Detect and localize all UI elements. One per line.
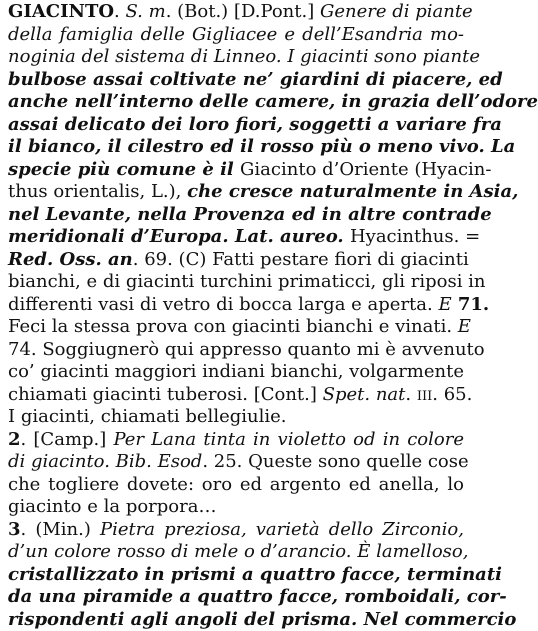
- entry-line: [8, 384, 464, 407]
- entry-line: [8, 474, 464, 497]
- entry-text-segment: chiamati giacinti tuberosi. [Cont.]: [8, 384, 323, 405]
- entry-line: [8, 114, 464, 137]
- entry-text-segment: specie più comune è il: [8, 159, 240, 180]
- entry-text-segment: il bianco, il cilestro ed il rosso più o meno vivo. La: [8, 136, 515, 157]
- entry-line: [8, 519, 464, 542]
- entry-text-segment: nel Levante, nella Provenza ed in altre contrade: [8, 204, 492, 225]
- entry-line: [8, 69, 464, 92]
- entry-text-segment: Hyacinthus. =: [350, 226, 480, 247]
- entry-text-segment: noginia del sistema di Linneo. I giacinti sono piante: [8, 46, 480, 67]
- entry-text-segment: d’un colore rosso di mele o d’arancio. È lamelloso,: [8, 541, 468, 562]
- entry-line: [8, 294, 464, 317]
- entry-text-segment: rispondenti agli angoli del prisma. Nel commercio: [8, 609, 516, 630]
- entry-text-segment: bulbose assai coltivate ne’ giardini di piacere, ed: [8, 69, 503, 90]
- entry-line: [8, 429, 464, 452]
- entry-text-segment: assai delicato dei loro fiori, soggetti a variare fra: [8, 114, 502, 135]
- entry-line: [8, 1, 464, 24]
- entry-text-segment: 2: [8, 429, 21, 450]
- entry-line: [8, 91, 464, 114]
- entry-line: [8, 541, 464, 564]
- entry-text-segment: . 69. (C) Fatti pestare fiori di giacinti: [133, 249, 469, 270]
- entry-line: [8, 204, 464, 227]
- entry-text-segment: 74. Soggiugnerò qui appresso quanto mi è avvenuto: [8, 339, 485, 360]
- entry-text-segment: E: [458, 316, 471, 337]
- entry-text-segment: bianchi, e di giacinti turchini primaticci, gli riposi in: [8, 271, 486, 292]
- entry-text-segment: 71.: [452, 294, 490, 315]
- entry-text-segment: da una piramide a quattro facce, romboidali, cor-: [8, 586, 507, 607]
- entry-text-segment: Pietra preziosa, varietà dello Zirconio,: [100, 519, 464, 540]
- entry-text-segment: .: [405, 384, 416, 405]
- entry-text-segment: . 65.: [432, 384, 472, 405]
- entry-text-segment: Genere di piante: [320, 1, 473, 22]
- entry-line: [8, 136, 464, 159]
- entry-line: [8, 249, 464, 272]
- entry-text-segment: . (Min.): [21, 519, 100, 540]
- entry-text-segment: Per Lana tinta in violetto od in colore: [113, 429, 464, 450]
- entry-text-segment: differenti vasi di vetro di bocca larga e aperta.: [8, 294, 438, 315]
- entry-line: [8, 496, 464, 519]
- entry-text-segment: S. m: [125, 1, 165, 22]
- entry-text-segment: I giacinti, chiamati bellegiulie.: [8, 406, 286, 427]
- entry-line: [8, 24, 464, 47]
- entry-text-segment: che togliere dovete: oro ed argento ed anella, lo: [8, 474, 464, 495]
- entry-text-segment: co’ giacinti maggiori indiani bianchi, volgarmente: [8, 361, 464, 382]
- entry-text-segment: giacinto e la porpora…: [8, 496, 216, 517]
- entry-text-segment: .: [114, 1, 125, 22]
- entry-text-segment: anche nell’interno delle camere, in grazia dell’odore: [8, 91, 538, 112]
- entry-text-segment: iii: [417, 384, 432, 405]
- entry-line: [8, 451, 464, 474]
- entry-line: [8, 316, 464, 339]
- entry-text-segment: di giacinto. Bib. Esod: [8, 451, 202, 472]
- entry-text-segment: Spet. nat: [323, 384, 406, 405]
- entry-line: [8, 564, 464, 587]
- entry-text-segment: Giacinto d’Oriente (Hyacin-: [240, 159, 491, 180]
- entry-line: [8, 226, 464, 249]
- entry-line: [8, 339, 464, 362]
- entry-text-segment: Feci la stessa prova con giacinti bianchi e vinati.: [8, 316, 458, 337]
- entry-text-segment: Red. Oss. an: [8, 249, 133, 270]
- entry-line: [8, 586, 464, 609]
- entry-line: [8, 159, 464, 182]
- entry-text-segment: cristallizzato in prismi a quattro facce, terminati: [8, 564, 502, 585]
- entry-text-segment: 3: [8, 519, 21, 540]
- entry-line: [8, 406, 464, 429]
- entry-line: [8, 609, 464, 631]
- entry-text-segment: . (Bot.) [D.Pont.]: [166, 1, 320, 22]
- entry-text-segment: E: [438, 294, 451, 315]
- entry-text-segment: thus orientalis, L.),: [8, 181, 187, 202]
- dictionary-entry-giacinto: [8, 1, 464, 631]
- entry-text-segment: GIACINTO: [8, 1, 114, 22]
- entry-line: [8, 46, 464, 69]
- entry-line: [8, 361, 464, 384]
- entry-line: [8, 271, 464, 294]
- entry-text-segment: . 25. Queste sono quelle cose: [202, 451, 468, 472]
- entry-text-segment: della famiglia delle Gigliacee e dell’Esandria mo-: [8, 24, 464, 45]
- entry-text-segment: meridionali d’Europa. Lat. aureo.: [8, 226, 350, 247]
- entry-line: [8, 181, 464, 204]
- entry-text-segment: . [Camp.]: [21, 429, 114, 450]
- entry-text-segment: che cresce naturalmente in Asia,: [187, 181, 518, 202]
